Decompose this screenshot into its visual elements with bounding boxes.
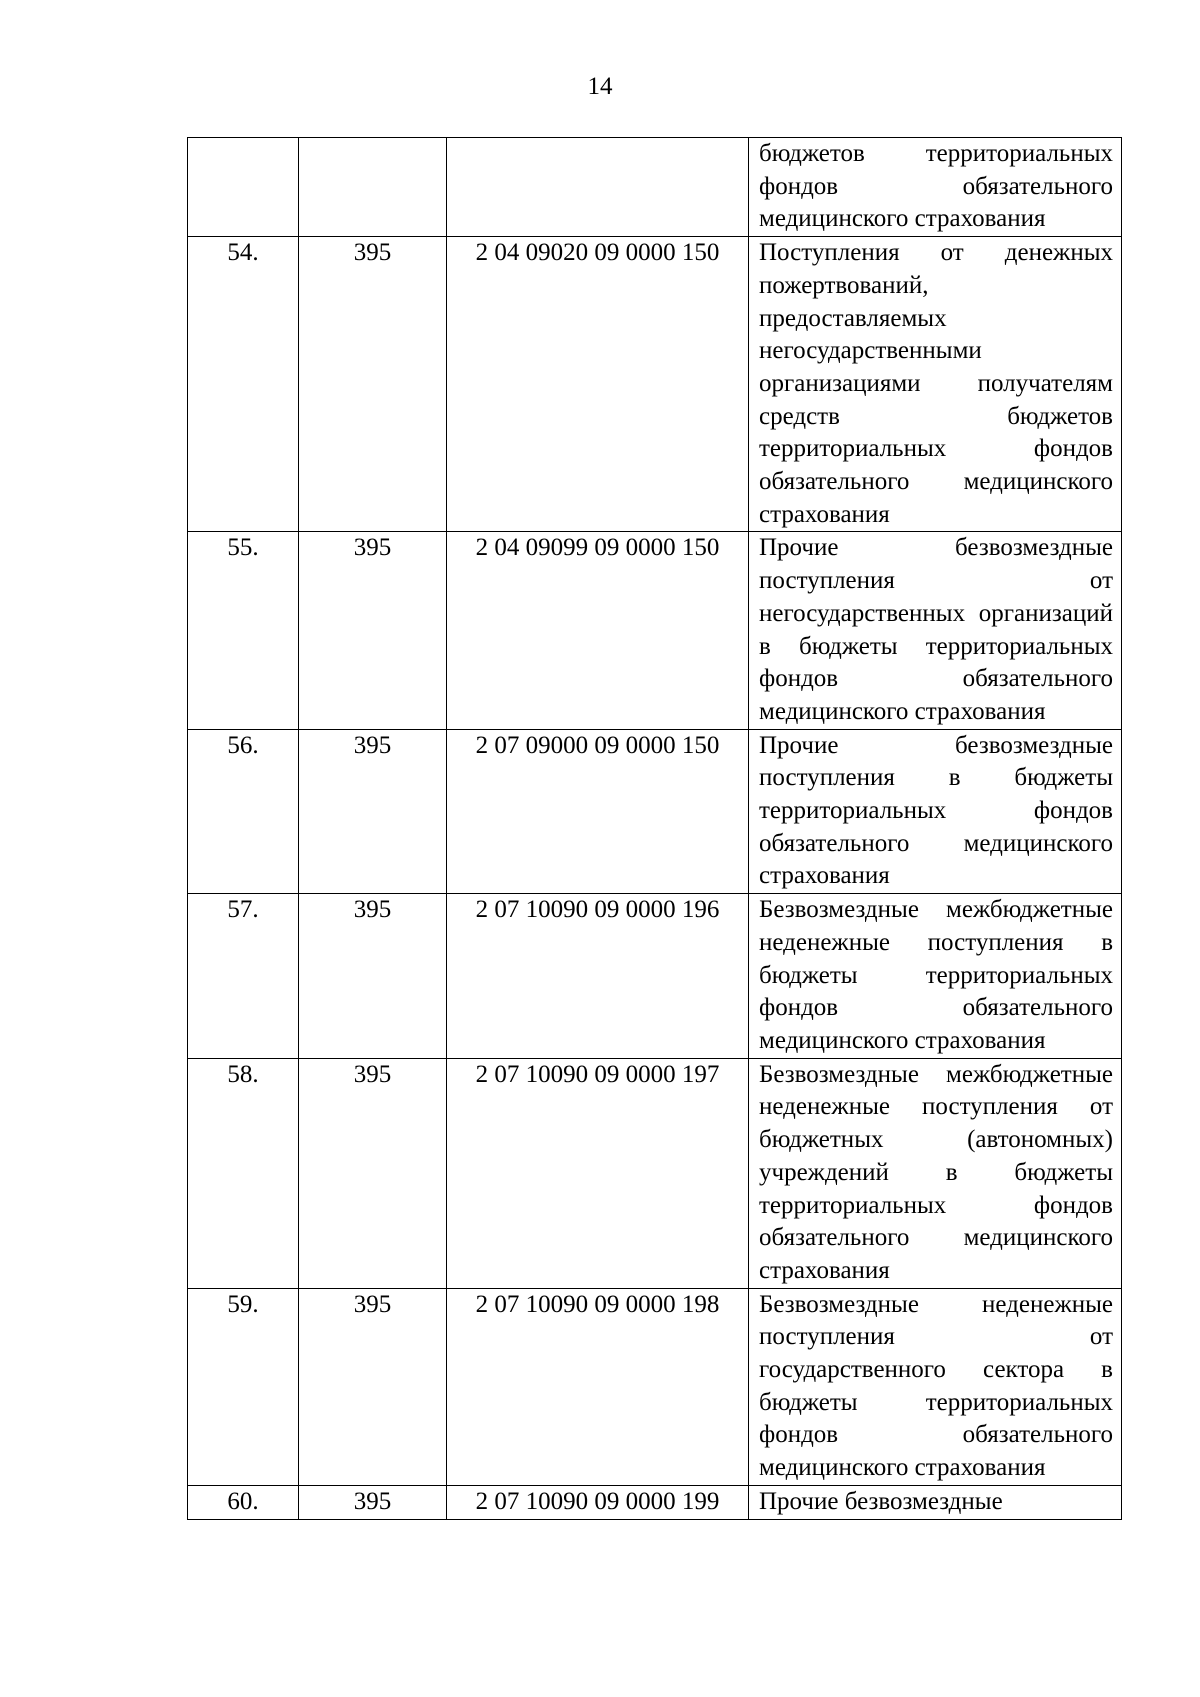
admin-code: 395	[299, 1288, 447, 1485]
admin-code	[299, 138, 447, 237]
income-name: Безвозмездные межбюджетные неденежные поступления в бюджеты территориальных фондов обязательного медицинского страхования	[749, 894, 1122, 1059]
row-number	[188, 138, 299, 237]
row-number: 58.	[188, 1058, 299, 1288]
table-row	[188, 237, 1122, 532]
row-number: 59.	[188, 1288, 299, 1485]
budget-classification-code: 2 07 10090 09 0000 199	[447, 1485, 749, 1519]
row-number: 56.	[188, 729, 299, 894]
admin-code: 395	[299, 1058, 447, 1288]
page-number: 14	[587, 73, 613, 100]
income-name: Прочие безвозмездные поступления в бюджеты территориальных фондов обязательного медицинского страхования	[749, 729, 1122, 894]
admin-code: 395	[299, 1485, 447, 1519]
table-row	[188, 894, 1122, 1059]
table-row	[188, 1485, 1122, 1519]
budget-classification-code: 2 04 09020 09 0000 150	[447, 237, 749, 532]
budget-classification-code: 2 07 10090 09 0000 198	[447, 1288, 749, 1485]
table-row	[188, 1288, 1122, 1485]
income-name: Прочие безвозмездные поступления от негосударственных организаций в бюджеты территориальных фондов обязательного медицинского страхования	[749, 532, 1122, 729]
admin-code: 395	[299, 532, 447, 729]
table-row	[188, 532, 1122, 729]
table-row	[188, 1058, 1122, 1288]
row-number: 57.	[188, 894, 299, 1059]
admin-code: 395	[299, 237, 447, 532]
budget-classification-code: 2 04 09099 09 0000 150	[447, 532, 749, 729]
income-name: Безвозмездные неденежные поступления от государственного сектора в бюджеты территориальных фондов обязательного медицинского страхования	[749, 1288, 1122, 1485]
budget-classification-code: 2 07 09000 09 0000 150	[447, 729, 749, 894]
table-row	[188, 729, 1122, 894]
row-number: 54.	[188, 237, 299, 532]
income-name: Поступления от денежных пожертвований, предоставляемых негосударственными организациями получателям средств бюджетов территориальных фондов обязательного медицинского страхования	[749, 237, 1122, 532]
income-name: бюджетов территориальных фондов обязательного медицинского страхования	[749, 138, 1122, 237]
budget-classification-code	[447, 138, 749, 237]
budget-classification-code: 2 07 10090 09 0000 197	[447, 1058, 749, 1288]
row-number: 60.	[188, 1485, 299, 1519]
admin-code: 395	[299, 894, 447, 1059]
budget-codes-table	[187, 137, 1122, 1520]
admin-code: 395	[299, 729, 447, 894]
budget-classification-code: 2 07 10090 09 0000 196	[447, 894, 749, 1059]
row-number: 55.	[188, 532, 299, 729]
table-row	[188, 138, 1122, 237]
income-name: Безвозмездные межбюджетные неденежные поступления от бюджетных (автономных) учреждений в бюджеты территориальных фондов обязательного медицинского страхования	[749, 1058, 1122, 1288]
income-name: Прочие безвозмездные	[749, 1485, 1122, 1519]
